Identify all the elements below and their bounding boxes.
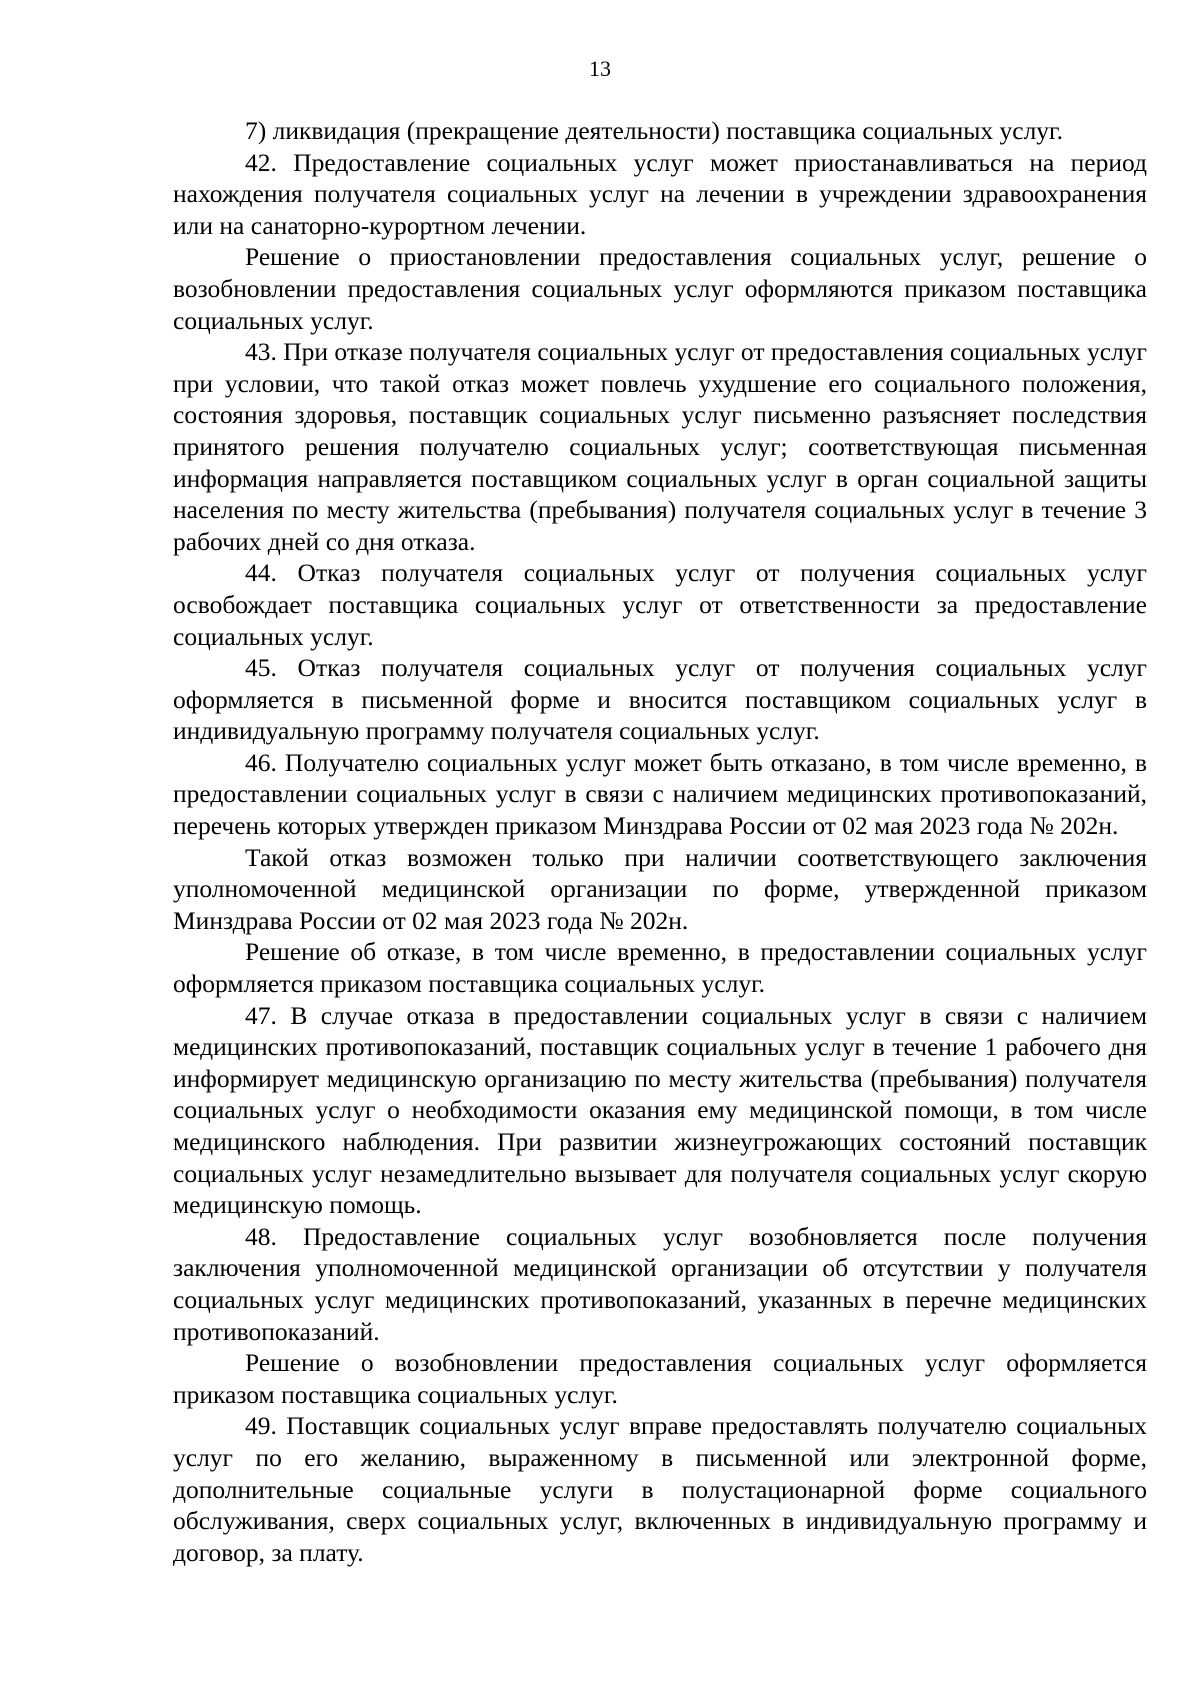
paragraph-item-7: 7) ликвидация (прекращение деятельности) поставщика социальных услуг. [245, 116, 1064, 145]
paragraph-45: 45. Отказ получателя социальных услуг от получения социальных услуг оформляется в письменной форме и вносится поставщиком социальных услуг в индивидуальную программу получателя социальных услуг. [173, 653, 1147, 746]
document-body [173, 115, 1147, 1568]
paragraph-48-decision: Решение о возобновлении предоставления социальных услуг оформляется приказом поставщика социальных услуг. [173, 1348, 1147, 1409]
paragraph-42: 42. Предоставление социальных услуг может приостанавливаться на период нахождения получателя социальных услуг на лечении в учреждении здравоохранения или на санаторно-курортном лечении. [173, 147, 1147, 240]
paragraph-44: 44. Отказ получателя социальных услуг от получения социальных услуг освобождает поставщика социальных услуг от ответственности за предоставление социальных услуг. [173, 558, 1147, 651]
paragraph-43: 43. При отказе получателя социальных услуг от предоставления социальных услуг при условии, что такой отказ может повлечь ухудшение его социального положения, состояния здоровья, поставщик социальных услуг письменно разъясняет последствия принятого решения получателю социальных услуг; соответствующая письменная информация направляется поставщиком социальных услуг в орган социальной защиты населения по месту жительства (пребывания) получателя социальных услуг в течение 3 рабочих дней со дня отказа. [173, 337, 1148, 556]
page-number: 13 [589, 56, 611, 81]
paragraph-42-decision: Решение о приостановлении предоставления социальных услуг, решение о возобновлении предоставления социальных услуг оформляются приказом поставщика социальных услуг. [173, 242, 1147, 335]
paragraph-46: 46. Получателю социальных услуг может быть отказано, в том числе временно, в предоставлении социальных услуг в связи с наличием медицинских противопоказаний, перечень которых утвержден приказом Минздрава России от 02 мая 2023 года № 202н. [173, 747, 1147, 841]
paragraph-48: 48. Предоставление социальных услуг возобновляется после получения заключения уполномоченной медицинской организации об отсутствии у получателя социальных услуг медицинских противопоказаний, указанных в перечне медицинских противопоказаний. [173, 1221, 1147, 1346]
paragraph-46-conclusion: Такой отказ возможен только при наличии соответствующего заключения уполномоченной медицинской организации по форме, утвержденной приказом Минздрава России от 02 мая 2023 года № 202н. [173, 842, 1147, 935]
paragraph-47: 47. В случае отказа в предоставлении социальных услуг в связи с наличием медицинских противопоказаний, поставщик социальных услуг в течение 1 рабочего дня информирует медицинскую организацию по месту жительства (пребывания) получателя социальных услуг о необходимости оказания ему медицинской помощи, в том числе медицинского наблюдения. При развитии жизнеугрожающих состояний поставщик социальных услуг незамедлительно вызывает для получателя социальных услуг скорую медицинскую помощь. [173, 1000, 1147, 1220]
paragraph-46-decision: Решение об отказе, в том числе временно, в предоставлении социальных услуг оформляется приказом поставщика социальных услуг. [173, 937, 1147, 999]
paragraph-49: 49. Поставщик социальных услуг вправе предоставлять получателю социальных услуг по его желанию, выраженному в письменной или электронной форме, дополнительные социальные услуги в полустационарной форме социального обслуживания, сверх социальных услуг, включенных в индивидуальную программу и договор, за плату. [173, 1411, 1147, 1567]
